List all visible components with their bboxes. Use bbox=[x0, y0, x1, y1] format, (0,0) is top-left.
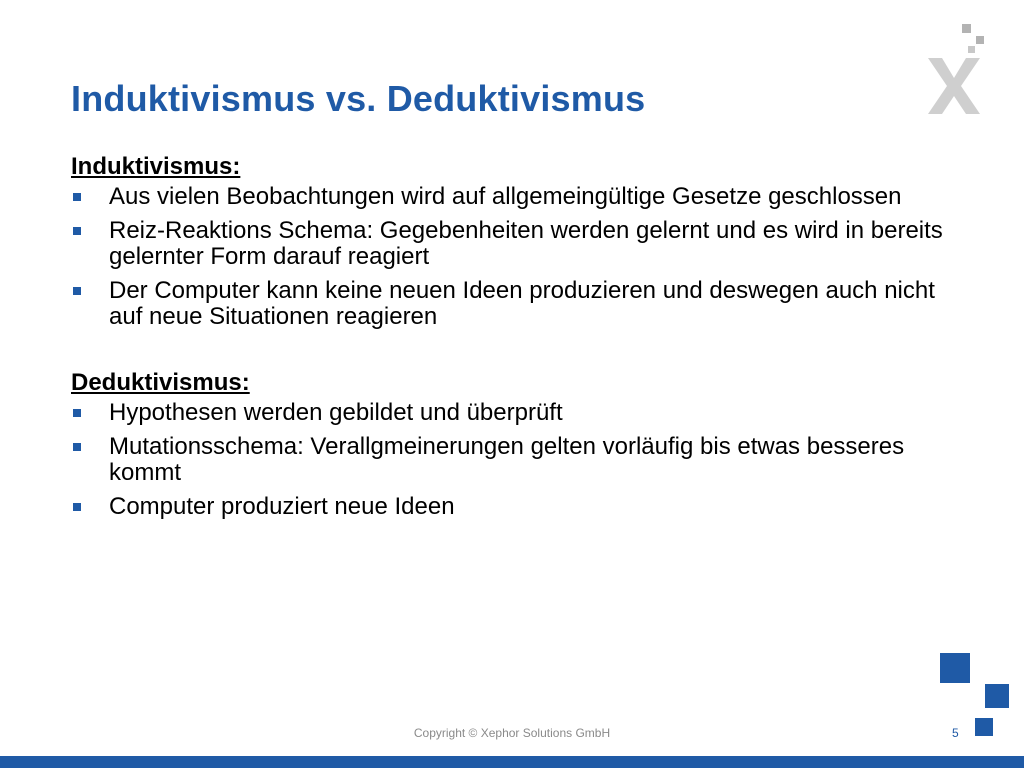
bullet-list bbox=[71, 400, 971, 520]
list-item bbox=[71, 278, 971, 330]
bullet-text: Der Computer kann keine neuen Ideen produzieren und deswegen auch nicht auf neue Situationen reagieren bbox=[109, 277, 935, 330]
square-bullet-icon bbox=[73, 193, 81, 201]
footer-copyright: Copyright © Xephor Solutions GmbH bbox=[413, 726, 611, 740]
bottom-bar bbox=[0, 756, 1024, 768]
section-deduktivismus bbox=[71, 368, 971, 520]
square-bullet-icon bbox=[73, 227, 81, 235]
list-item bbox=[71, 434, 971, 486]
section-spacer bbox=[71, 338, 971, 368]
bullet-text: Computer produziert neue Ideen bbox=[109, 493, 455, 520]
bullet-text: Hypothesen werden gebildet und überprüft bbox=[109, 399, 563, 426]
list-item bbox=[71, 494, 971, 520]
bullet-text: Reiz-Reaktions Schema: Gegebenheiten werden gelernt und es wird in bereits gelernter Form darauf reagiert bbox=[109, 217, 943, 270]
square-bullet-icon bbox=[73, 287, 81, 295]
decoration-square bbox=[985, 684, 1009, 708]
decoration-square bbox=[940, 653, 970, 683]
list-item bbox=[71, 218, 971, 270]
square-bullet-icon bbox=[73, 503, 81, 511]
bullet-list bbox=[71, 184, 971, 330]
list-item bbox=[71, 400, 971, 426]
xephor-logo-icon bbox=[922, 22, 992, 118]
page-number: 5 bbox=[952, 726, 959, 740]
slide-title: Induktivismus vs. Deduktivismus bbox=[71, 78, 646, 119]
section-heading: Deduktivismus: bbox=[71, 369, 250, 396]
slide-content bbox=[71, 152, 971, 528]
square-bullet-icon bbox=[73, 443, 81, 451]
list-item bbox=[71, 184, 971, 210]
square-bullet-icon bbox=[73, 409, 81, 417]
section-induktivismus bbox=[71, 152, 971, 330]
section-heading: Induktivismus: bbox=[71, 153, 241, 180]
bullet-text: Aus vielen Beobachtungen wird auf allgemeingültige Gesetze geschlossen bbox=[109, 183, 902, 210]
bullet-text: Mutationsschema: Verallgmeinerungen gelten vorläufig bis etwas besseres kommt bbox=[109, 433, 905, 486]
